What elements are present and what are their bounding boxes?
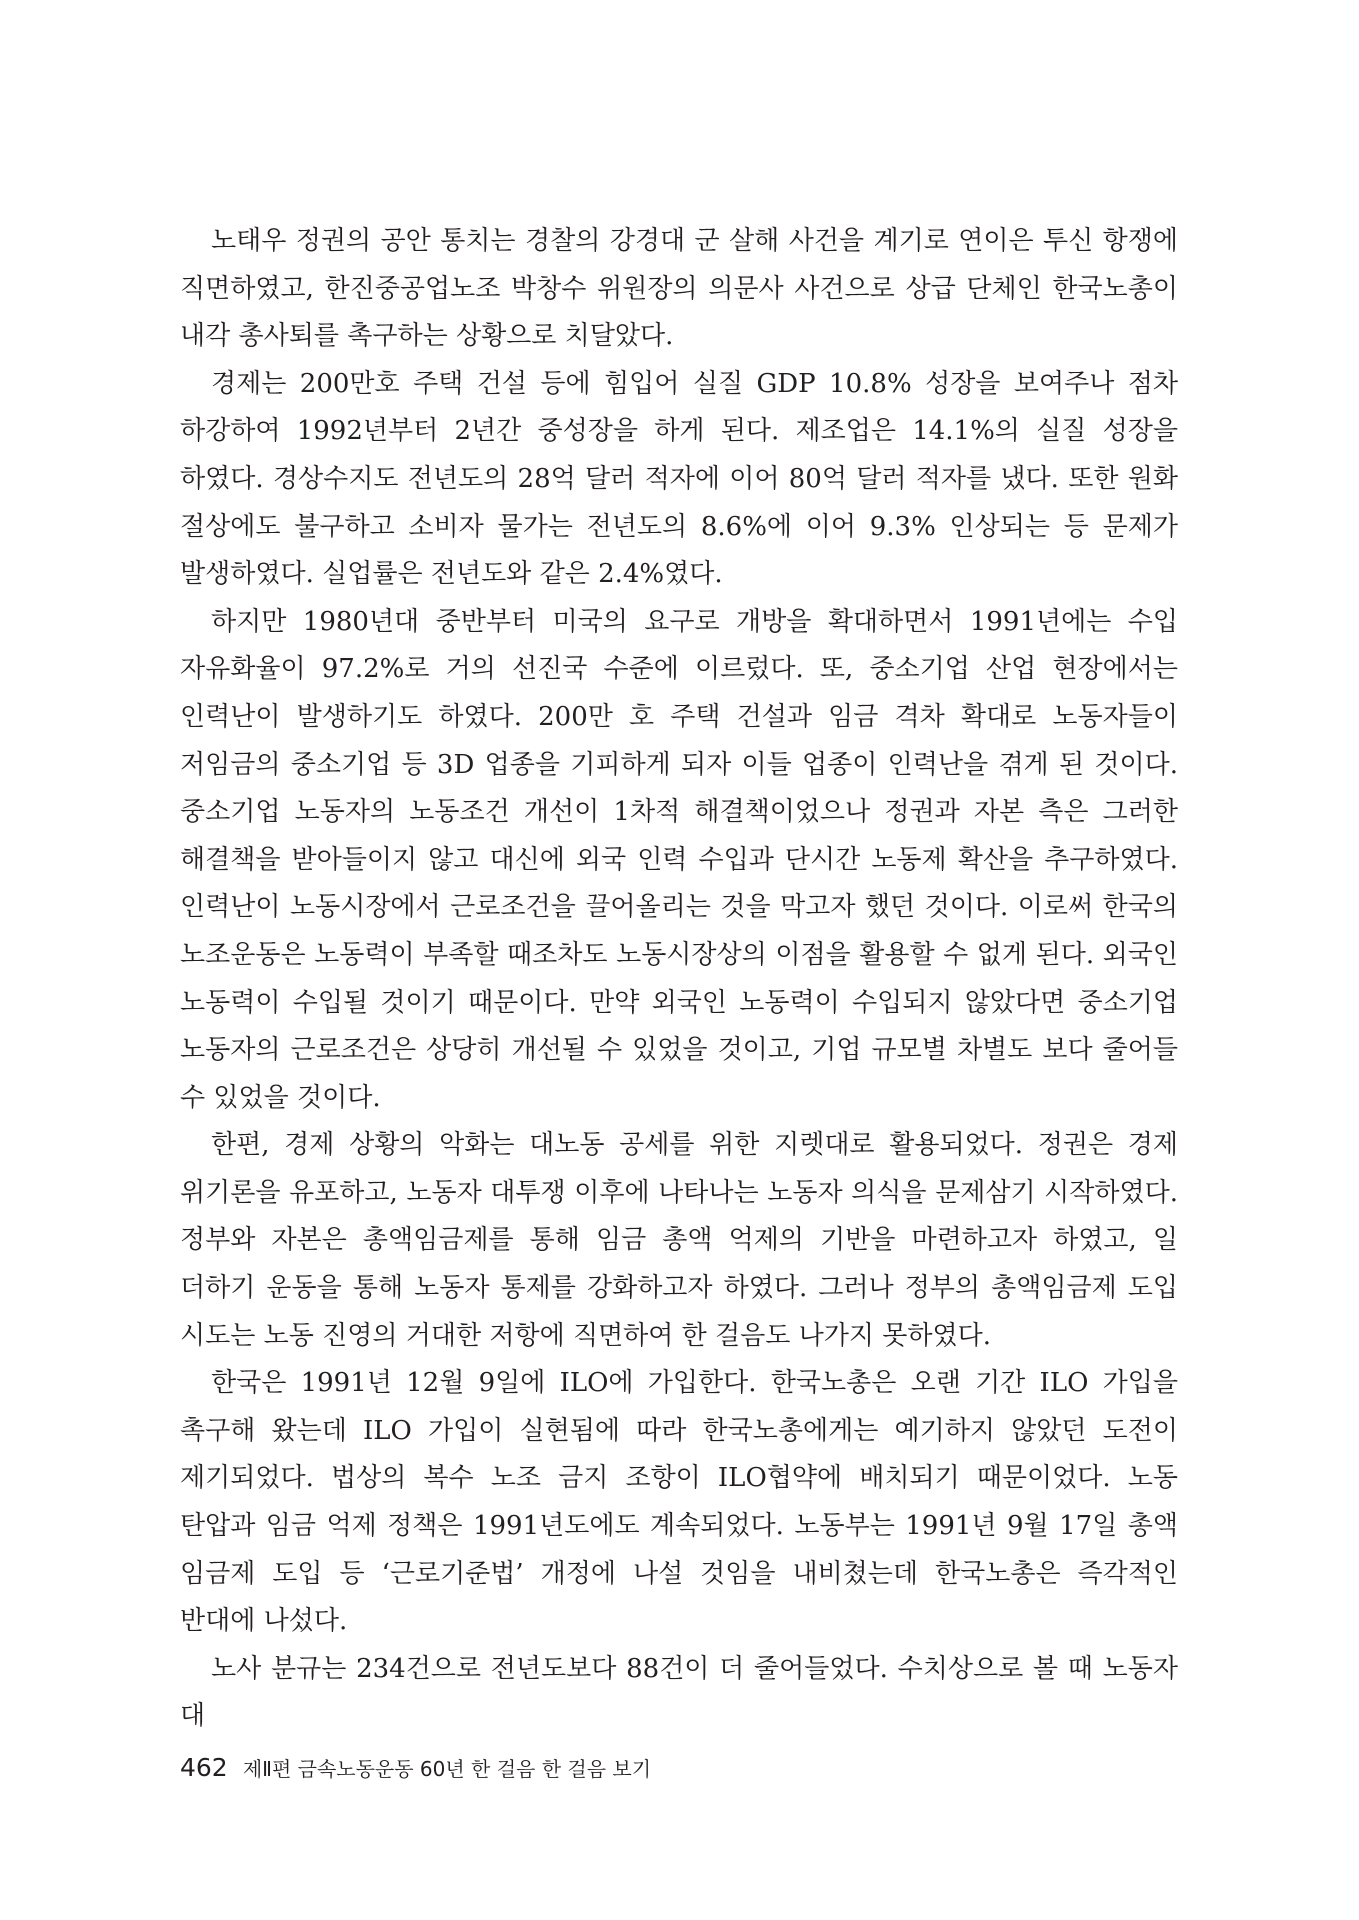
page-footer [180,1753,651,1782]
running-head: 제Ⅱ편 금속노동운동 60년 한 걸음 한 걸음 보기 [242,1757,652,1781]
paragraph-6: 노사 분규는 234건으로 전년도보다 88건이 더 줄어들었다. 수치상으로 볼 때 노동자 대 [180,1653,1178,1732]
paragraph-4: 한편, 경제 상황의 악화는 대노동 공세를 위한 지렛대로 활용되었다. 정권은 경제 위기론을 유포하고, 노동자 대투쟁 이후에 나타나는 노동자 의식을 문제삼기 시작하였다. 정부와 자본은 총액임금제를 통해 임금 총액 억제의 기반을 마련하고자 하였고, 일 더하기 운동을 통해 노동자 통제를 강화하고자 하였다. 그러나 정부의 총액임금제 도입 시도는 노동 진영의 거대한 저항에 직면하여 한 걸음도 나가지 못하였다. [180,1130,1178,1351]
body-text [180,218,1178,1741]
paragraph-5: 한국은 1991년 12월 9일에 ILO에 가입한다. 한국노총은 오랜 기간 ILO 가입을 촉구해 왔는데 ILO 가입이 실현됨에 따라 한국노총에게는 예기하지 않았던 도전이 제기되었다. 법상의 복수 노조 금지 조항이 ILO협약에 배치되기 때문이었다. 노동 탄압과 임금 억제 정책은 1991년도에도 계속되었다. 노동부는 1991년 9월 17일 총액 임금제 도입 등 ‘근로기준법’ 개정에 나설 것임을 내비쳤는데 한국노총은 즉각적인 반대에 나섰다. [180,1368,1178,1637]
paragraph-2: 경제는 200만호 주택 건설 등에 힘입어 실질 GDP 10.8% 성장을 보여주나 점차 하강하여 1992년부터 2년간 중성장을 하게 된다. 제조업은 14.1%의 실질 성장을 하였다. 경상수지도 전년도의 28억 달러 적자에 이어 80억 달러 적자를 냈다. 또한 원화 절상에도 불구하고 소비자 물가는 전년도의 8.6%에 이어 9.3% 인상되는 등 문제가 발생하였다. 실업률은 전년도와 같은 2.4%였다. [180,368,1178,590]
paragraph-1: 노태우 정권의 공안 통치는 경찰의 강경대 군 살해 사건을 계기로 연이은 투신 항쟁에 직면하였고, 한진중공업노조 박창수 위원장의 의문사 사건으로 상급 단체인 한국노총이 내각 총사퇴를 촉구하는 상황으로 치달았다. [180,226,1178,352]
paragraph-3: 하지만 1980년대 중반부터 미국의 요구로 개방을 확대하면서 1991년에는 수입 자유화율이 97.2%로 거의 선진국 수준에 이르렀다. 또, 중소기업 산업 현장에서는 인력난이 발생하기도 하였다. 200만 호 주택 건설과 임금 격차 확대로 노동자들이 저임금의 중소기업 등 3D 업종을 기피하게 되자 이들 업종이 인력난을 겪게 된 것이다. 중소기업 노동자의 노동조건 개선이 1차적 해결책이었으나 정권과 자본 측은 그러한 해결책을 받아들이지 않고 대신에 외국 인력 수입과 단시간 노동제 확산을 추구하였다. 인력난이 노동시장에서 근로조건을 끌어올리는 것을 막고자 했던 것이다. 이로써 한국의 노조운동은 노동력이 부족할 때조차도 노동시장상의 이점을 활용할 수 없게 된다. 외국인 노동력이 수입될 것이기 때문이다. 만약 외국인 노동력이 수입되지 않았다면 중소기업 노동자의 근로조건은 상당히 개선될 수 있었을 것이고, 기업 규모별 차별도 보다 줄어들 수 있었을 것이다. [180,606,1178,1113]
page-number: 462 [180,1753,228,1782]
